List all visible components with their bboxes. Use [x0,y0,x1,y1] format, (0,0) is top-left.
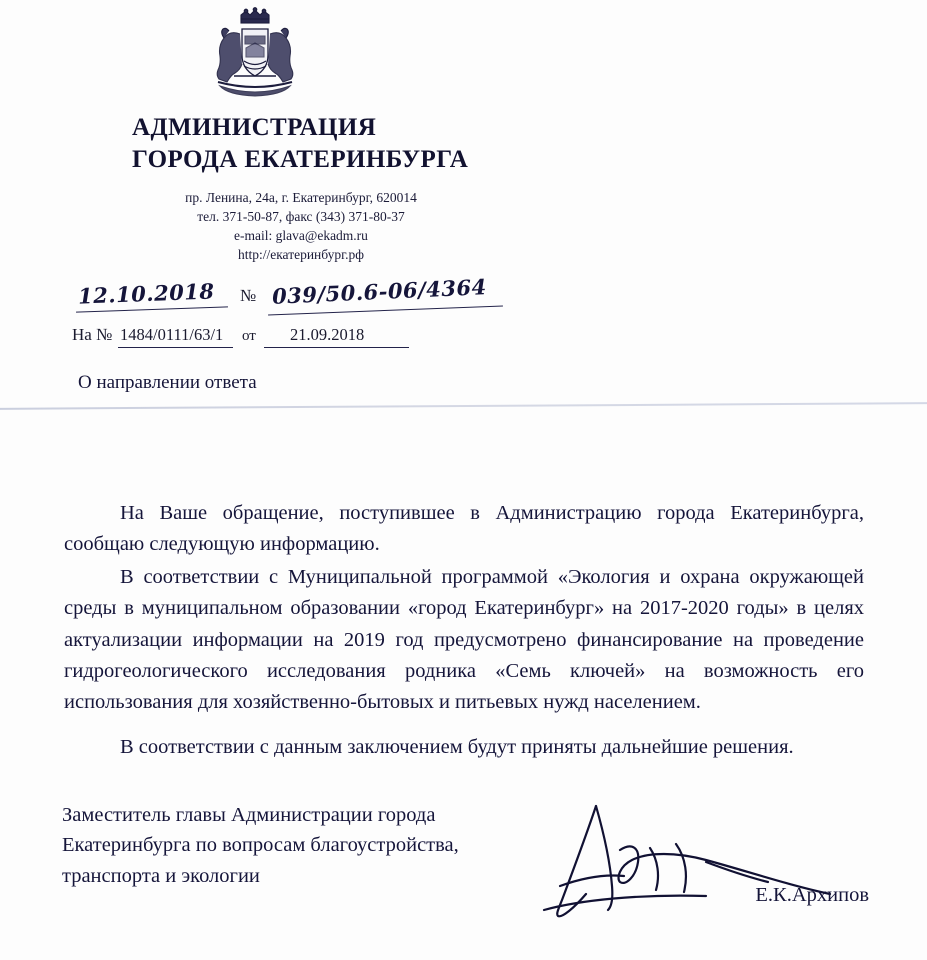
signer-name: Е.К.Архипов [755,884,869,906]
outgoing-number-handwritten: 039/50.6-06/4364 [271,274,488,309]
org-title-line1: АДМИНИСТРАЦИЯ [132,114,377,141]
reference-row-outgoing [72,274,592,315]
coat-of-arms-icon [200,6,310,111]
signature-position-line2: Екатеринбурга по вопросам благоустройства, [62,834,459,857]
body-paragraph-3: В соответствии с данным заключением будут приняты дальнейшие решения. [120,736,794,759]
org-title-line2: ГОРОДА ЕКАТЕРИНБУРГА [132,146,469,173]
letterhead-contacts [106,188,496,265]
handwritten-signature-icon [500,790,900,930]
from-label: от [242,328,256,344]
outgoing-date-handwritten: 12.10.2018 [77,278,215,309]
body-paragraph-1: На Ваше обращение, поступившее в Администрацию города Екатеринбурга, сообщаю следующую информацию. [64,502,864,556]
signature-position-line3: транспорта и экологии [62,864,260,887]
contact-email: e-mail: glava@ekadm.ru [234,228,368,244]
number-label: № [240,286,257,305]
signature-position-line1: Заместитель главы Администрации города [62,804,436,826]
reply-to-number: 1484/0111/63/1 [120,325,224,344]
contact-website: http://екатеринбург.рф [237,247,365,263]
reply-to-date: 21.09.2018 [290,325,365,344]
reference-row-incoming [72,322,632,352]
letter-body [64,498,864,765]
reply-to-label: На № [72,325,113,344]
subject-line: О направлении ответа [78,372,257,393]
contact-phone: тел. 371-50-87, факс (343) 371-80-37 [197,209,405,225]
organization-title [132,112,572,176]
signature-position [62,800,512,891]
reply-to-number-rule [118,347,233,348]
body-paragraph-2: В соответствии с Муниципальной программой «Экология и охрана окружающей среды в муниципальном образовании «город Екатеринбург» на 2017-2020 годы» в целях актуализации информации на 2019 год предусмотрено финансирование на проведение гидрогеологического исследования родника «Семь ключей» на возможность его использования для хозяйственно-бытовых и питьевых нужд населением. [64,566,864,713]
scan-fold-line [0,402,927,410]
reply-to-date-rule [264,347,409,348]
contact-address: пр. Ленина, 24а, г. Екатеринбург, 620014 [185,190,417,205]
